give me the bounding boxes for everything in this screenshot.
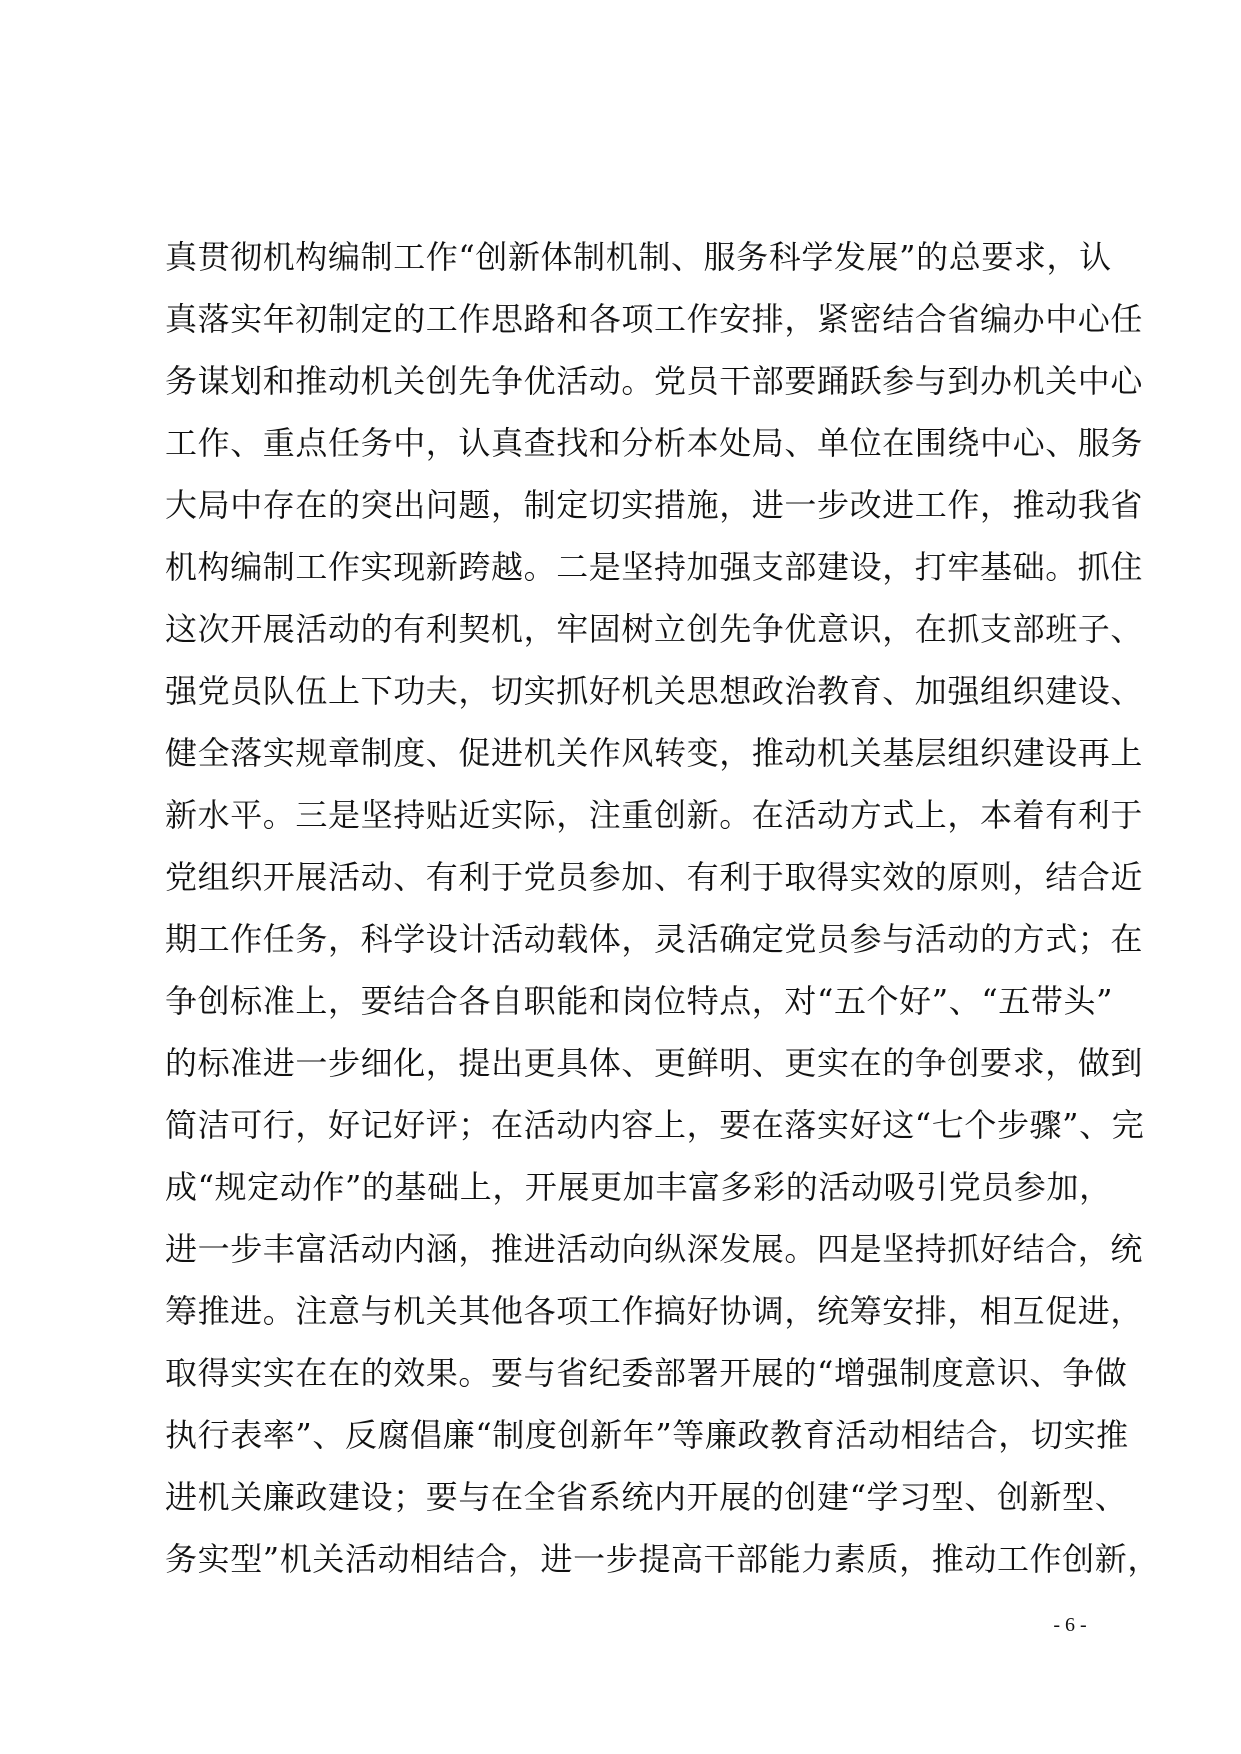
text-line: 成“规定动作”的基础上，开展更加丰富多彩的活动吸引党员参加， (165, 1168, 1112, 1206)
text-line: 新水平。三是坚持贴近实际，注重创新。在活动方式上，本着有利于 (165, 796, 1144, 834)
text-line: 强党员队伍上下功夫，切实抓好机关思想政治教育、加强组织建设、 (165, 672, 1144, 710)
text-line: 进一步丰富活动内涵，推进活动向纵深发展。四是坚持抓好结合，统 (165, 1230, 1144, 1268)
text-line: 党组织开展活动、有利于党员参加、有利于取得实效的原则，结合近 (165, 858, 1144, 896)
text-line: 简洁可行，好记好评；在活动内容上，要在落实好这“七个步骤”、完 (165, 1106, 1145, 1144)
text-line: 务谋划和推动机关创先争优活动。党员干部要踊跃参与到办机关中心 (165, 362, 1144, 400)
text-line: 健全落实规章制度、促进机关作风转变，推动机关基层组织建设再上 (165, 734, 1144, 772)
text-line: 机构编制工作实现新跨越。二是坚持加强支部建设，打牢基础。抓住 (165, 548, 1144, 586)
text-line: 的标准进一步细化，提出更具体、更鲜明、更实在的争创要求，做到 (165, 1044, 1144, 1082)
text-line: 执行表率”、反腐倡廉“制度创新年”等廉政教育活动相结合，切实推 (165, 1416, 1129, 1454)
text-line: 筹推进。注意与机关其他各项工作搞好协调，统筹安排，相互促进， (165, 1292, 1144, 1330)
body-text (165, 226, 1160, 1590)
page-number: - 6 - (1053, 1614, 1087, 1636)
text-line: 真贯彻机构编制工作“创新体制机制、服务科学发展”的总要求，认 (165, 238, 1112, 276)
text-line: 这次开展活动的有利契机，牢固树立创先争优意识，在抓支部班子、 (165, 610, 1144, 648)
text-line: 争创标准上，要结合各自职能和岗位特点，对“五个好”、“五带头” (165, 982, 1114, 1020)
text-line: 真落实年初制定的工作思路和各项工作安排，紧密结合省编办中心任 (165, 300, 1144, 338)
text-line: 期工作任务，科学设计活动载体，灵活确定党员参与活动的方式；在 (165, 920, 1144, 958)
text-line: 取得实实在在的效果。要与省纪委部署开展的“增强制度意识、争做 (165, 1354, 1128, 1392)
text-line: 大局中存在的突出问题，制定切实措施，进一步改进工作，推动我省 (165, 486, 1144, 524)
text-line: 进机关廉政建设；要与在全省系统内开展的创建“学习型、创新型、 (165, 1478, 1128, 1516)
text-line: 务实型”机关活动相结合，进一步提高干部能力素质，推动工作创新， (165, 1540, 1160, 1578)
text-line: 工作、重点任务中，认真查找和分析本处局、单位在围绕中心、服务 (165, 424, 1144, 462)
